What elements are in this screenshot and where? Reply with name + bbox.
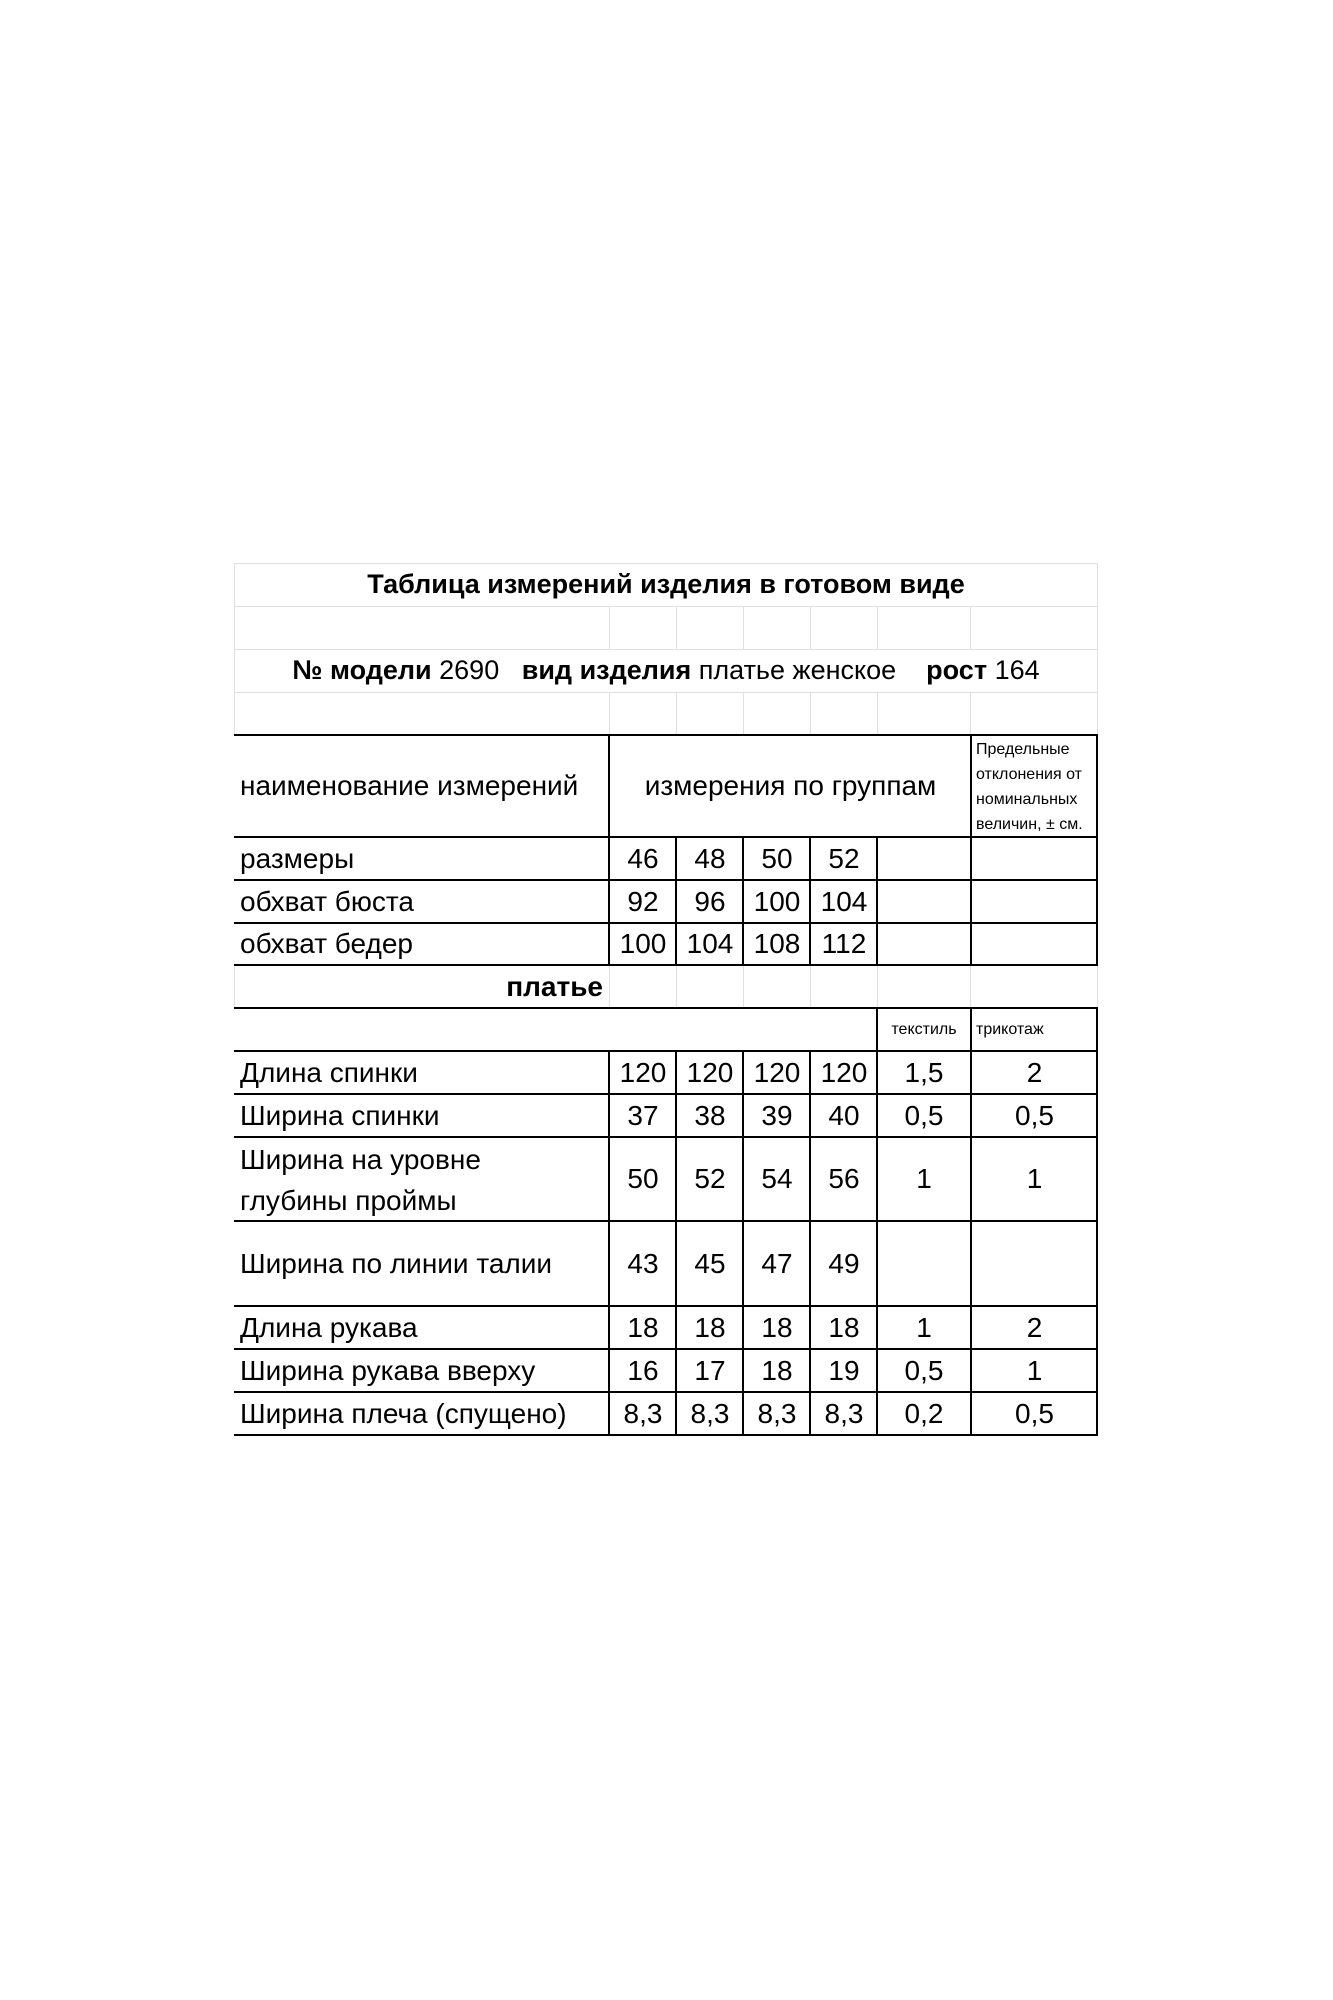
item-row-label: Ширина рукава вверху xyxy=(240,1354,536,1386)
body-row-value: 104 xyxy=(686,928,734,960)
item-row-value: 47 xyxy=(761,1247,793,1279)
item-row-knit: 2 xyxy=(1026,1056,1043,1088)
measurement-table xyxy=(234,563,1098,1437)
body-row-value: 96 xyxy=(694,885,726,917)
item-row-value: 56 xyxy=(828,1163,860,1195)
model-info-line xyxy=(234,649,1098,692)
item-row-textile: 1 xyxy=(916,1311,932,1343)
item-row-value: 54 xyxy=(761,1163,793,1195)
item-row-textile: 1 xyxy=(916,1163,932,1195)
body-row-value: 112 xyxy=(821,928,867,960)
height-label: рост xyxy=(926,654,988,685)
body-row-value: 52 xyxy=(828,842,860,874)
item-row-value: 120 xyxy=(753,1056,801,1088)
item-row-value: 18 xyxy=(627,1311,659,1343)
item-row-label: Длина рукава xyxy=(240,1311,418,1343)
body-row-value: 104 xyxy=(820,885,868,917)
item-row-value: 120 xyxy=(686,1056,734,1088)
body-row-value: 108 xyxy=(753,928,801,960)
item-row-textile: 0,5 xyxy=(904,1354,944,1386)
table-title: Таблица измерений изделия в готовом виде xyxy=(367,568,965,599)
body-row-value: 48 xyxy=(694,842,726,874)
item-row-knit: 0,5 xyxy=(1015,1099,1054,1131)
item-row-label: Ширина плеча (спущено) xyxy=(240,1397,567,1429)
item-row-label: Ширина на уровне глубины проймы xyxy=(240,1143,481,1216)
item-type-value: платье женское xyxy=(698,654,897,685)
item-row-knit: 1 xyxy=(1026,1163,1043,1195)
header-measurement-name: наименование измерений xyxy=(240,770,579,802)
item-row-value: 40 xyxy=(828,1099,860,1131)
item-row-label: Ширина по линии талии xyxy=(240,1247,553,1279)
item-row-value: 49 xyxy=(828,1247,860,1279)
body-row-value: 100 xyxy=(753,885,801,917)
item-row-value: 50 xyxy=(627,1163,659,1195)
item-row-value: 18 xyxy=(761,1354,793,1386)
item-row-value: 17 xyxy=(694,1354,726,1386)
item-row-knit: 1 xyxy=(1026,1354,1043,1386)
item-row-knit: 0,5 xyxy=(1015,1397,1054,1429)
item-row-value: 18 xyxy=(761,1311,793,1343)
height-value: 164 xyxy=(994,654,1040,685)
item-row-value: 18 xyxy=(694,1311,726,1343)
body-row-value: 100 xyxy=(619,928,667,960)
item-type-label: вид изделия xyxy=(521,654,692,685)
item-row-value: 120 xyxy=(619,1056,667,1088)
body-row-value: 46 xyxy=(627,842,659,874)
item-row-label: Длина спинки xyxy=(240,1056,418,1088)
body-row-label: обхват бедер xyxy=(240,928,413,960)
item-row-value: 37 xyxy=(627,1099,659,1131)
model-number: 2690 xyxy=(439,654,500,685)
item-row-label: Ширина спинки xyxy=(240,1099,440,1131)
item-row-value: 45 xyxy=(694,1247,726,1279)
header-tolerance: Предельные отклонения от номинальных величин, ± см. xyxy=(976,740,1083,833)
model-label: № модели xyxy=(292,654,432,685)
item-row-textile xyxy=(878,1222,970,1306)
item-row-knit: 2 xyxy=(1026,1311,1043,1343)
item-row-textile: 0,5 xyxy=(904,1099,944,1131)
item-row-value: 8,3 xyxy=(623,1397,663,1429)
item-row-value: 39 xyxy=(761,1099,793,1131)
item-row-value: 8,3 xyxy=(824,1397,864,1429)
item-row-value: 120 xyxy=(820,1056,868,1088)
body-row-label: размеры xyxy=(240,842,355,874)
tolerance-textile-header: текстиль xyxy=(891,1020,957,1038)
item-row-value: 18 xyxy=(828,1311,860,1343)
item-row-value: 8,3 xyxy=(690,1397,730,1429)
item-row-textile: 1,5 xyxy=(904,1056,944,1088)
item-row-value: 43 xyxy=(627,1247,659,1279)
item-row-textile: 0,2 xyxy=(904,1397,944,1429)
body-row-label: обхват бюста xyxy=(240,885,414,917)
body-row-value: 50 xyxy=(761,842,793,874)
item-row-value: 19 xyxy=(828,1354,860,1386)
header-measurement-groups: измерения по группам xyxy=(644,770,937,802)
item-row-value: 16 xyxy=(627,1354,659,1386)
tolerance-knit-header: трикотаж xyxy=(976,1020,1044,1038)
section-label: платье xyxy=(506,970,603,1002)
body-row-value: 92 xyxy=(627,885,659,917)
item-row-value: 52 xyxy=(694,1163,726,1195)
item-row-knit xyxy=(972,1222,1097,1306)
item-row-value: 8,3 xyxy=(757,1397,797,1429)
item-row-value: 38 xyxy=(694,1099,726,1131)
